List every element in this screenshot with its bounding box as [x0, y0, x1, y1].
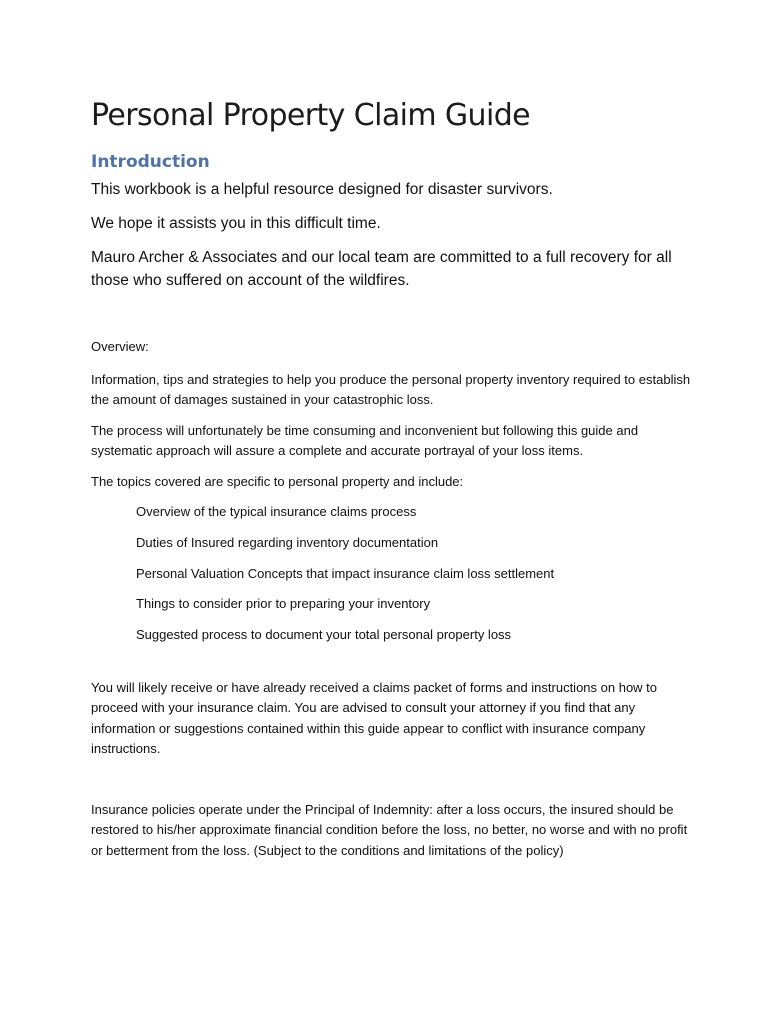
document-body: [91, 96, 691, 861]
intro-paragraph-1: This workbook is a helpful resource designed for disaster survivors.: [91, 181, 553, 198]
indemnity-paragraph: Insurance policies operate under the Principal of Indemnity: after a loss occurs, the insured should be restored to his/her approximate financial condition before the loss, no better, no worse and with no profit or betterment from the loss. (Subject to the conditions and limitations of the policy): [91, 801, 688, 858]
list-item: Overview of the typical insurance claims process: [136, 504, 417, 519]
overview-label: Overview:: [91, 339, 149, 354]
section-heading-introduction: Introduction: [91, 152, 210, 172]
document-title: Personal Property Claim Guide: [91, 98, 531, 133]
intro-paragraph-2: We hope it assists you in this difficult time.: [91, 215, 381, 232]
list-item: Things to consider prior to preparing your inventory: [136, 596, 431, 612]
claims-packet-paragraph: You will likely receive or have already received a claims packet of forms and instructions on how to proceed with your insurance claim. You are advised to consult your attorney if you find that any information or suggestions contained within this guide appear to conflict with insurance company instructions.: [91, 679, 658, 757]
overview-paragraph-3: The topics covered are specific to personal property and include:: [91, 473, 464, 489]
list-item: Duties of Insured regarding inventory documentation: [136, 534, 439, 550]
overview-paragraph-1: Information, tips and strategies to help you produce the personal property inventory required to establish the amount of damages sustained in your catastrophic loss.: [91, 371, 691, 407]
topics-list: [91, 502, 691, 646]
list-item: Personal Valuation Concepts that impact insurance claim loss settlement: [136, 565, 555, 581]
intro-paragraph-3: Mauro Archer & Associates and our local team are committed to a full recovery for all those who suffered on account of the wildfires.: [91, 249, 672, 289]
list-item: Suggested process to document your total personal property loss: [136, 627, 512, 643]
overview-paragraph-2: The process will unfortunately be time consuming and inconvenient but following this guide and systematic approach will assure a complete and accurate portrayal of your loss items.: [91, 422, 639, 458]
